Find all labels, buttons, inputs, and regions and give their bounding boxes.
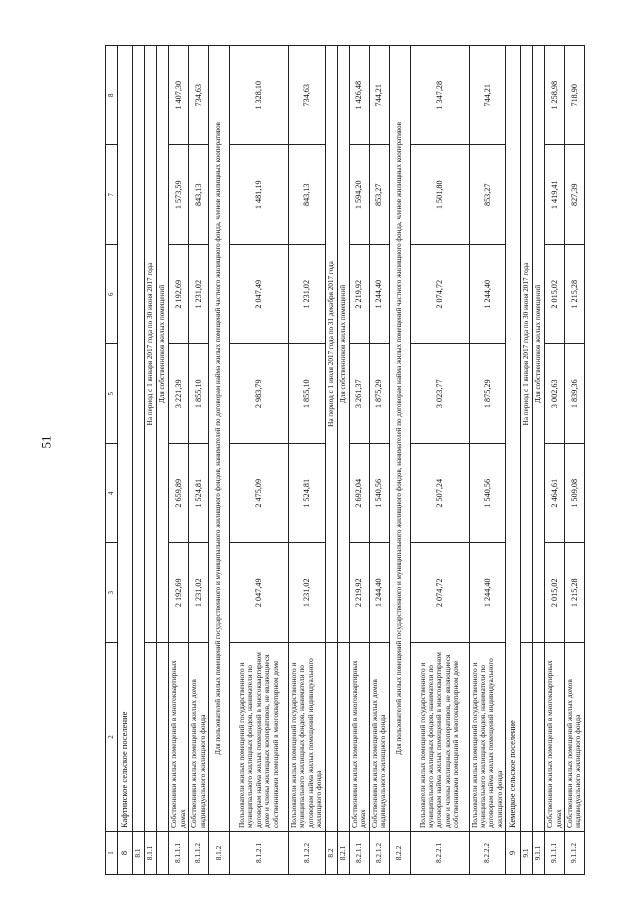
column-header-row	[106, 46, 118, 875]
row-code: 8.2.2.2	[469, 832, 506, 875]
row-label: Пользователи жилых помещений государственного и муниципального жилищных фондов, наниматели по договорам найма жилых помещений в многоквартирном доме и члены жилищных кооперативов, не являющиеся собственниками помещений в многоквартирном доме	[410, 643, 469, 832]
value-cell: 1 509,08	[564, 444, 584, 544]
row-code: 8.2.1.1	[349, 832, 369, 875]
value-cell: 2 015,02	[545, 543, 565, 643]
value-cell: 1 573,59	[169, 145, 189, 245]
row-label: Пользователи жилых помещений государственного и муниципального жилищных фондов, наниматели по договорам найма жилых помещений индивидуального жилищного фонда	[469, 643, 506, 832]
row-label: Собственники жилых помещений жилых домов индивидуального жилищного фонда	[189, 643, 209, 832]
col2-empty	[325, 643, 337, 832]
col2-empty	[521, 643, 533, 832]
row-code: 9.1	[521, 832, 533, 875]
row-code: 9.1.1.1	[545, 832, 565, 875]
period-text: На период с 1 июля 2017 года по 31 декабря 2017 года	[325, 46, 337, 643]
row-code: 8.2.2	[389, 832, 410, 875]
value-cell: 1 231,02	[289, 543, 326, 643]
column-header: 1	[106, 832, 118, 875]
section-row	[118, 46, 133, 875]
value-cell: 1 594,20	[349, 145, 369, 245]
value-cell: 1 328,10	[230, 46, 289, 146]
table-row	[230, 46, 289, 875]
value-cell: 744,21	[469, 46, 506, 146]
column-header: 6	[106, 245, 118, 345]
period-row	[521, 46, 533, 875]
col2-empty	[533, 643, 545, 832]
group-text: Для собственников жилых помещений	[157, 46, 169, 643]
row-code: 8.1.1.2	[189, 832, 209, 875]
value-cell: 3 261,37	[349, 344, 369, 444]
value-cell: 1 244,40	[369, 543, 389, 643]
row-label: Пользователи жилых помещений государственного и муниципального жилищных фондов, наниматели по договорам найма жилых помещений индивидуального жилищного фонда	[289, 643, 326, 832]
value-cell: 843,13	[189, 145, 209, 245]
section-title: Кемецкое сельское поселение	[506, 46, 521, 832]
row-code: 8.1	[133, 832, 145, 875]
section-row	[506, 46, 521, 875]
row-code: 8.1.1.1	[169, 832, 189, 875]
value-cell: 2 219,92	[349, 245, 369, 345]
row-code: 8.2.2.1	[410, 832, 469, 875]
period-row	[145, 46, 157, 875]
value-cell: 1 501,80	[410, 145, 469, 245]
row-code: 8.1.2	[209, 832, 230, 875]
row-code: 8.2	[325, 832, 337, 875]
value-cell: 2 692,04	[349, 444, 369, 544]
group-row	[157, 46, 169, 875]
period-text: На период с 1 января 2017 года по 30 июня 2017 года	[145, 46, 157, 643]
row-code: 8	[118, 832, 133, 875]
value-cell: 2 983,79	[230, 344, 289, 444]
col2-empty	[145, 643, 157, 832]
column-header: 2	[106, 643, 118, 832]
value-cell: 2 074,72	[410, 543, 469, 643]
row-label: Пользователи жилых помещений государственного и муниципального жилищных фондов, наниматели по договорам найма жилых помещений в многоквартирном доме и члены жилищных кооперативов, не являющиеся собственниками помещений в многоквартирном доме	[230, 643, 289, 832]
table-row	[289, 46, 326, 875]
row-label: Собственники жилых помещений жилых домов индивидуального жилищного фонда	[564, 643, 584, 832]
table-row	[169, 46, 189, 875]
value-cell: 1 839,36	[564, 344, 584, 444]
value-cell: 1 231,02	[189, 245, 209, 345]
value-cell: 1 244,40	[369, 245, 389, 345]
value-cell: 843,13	[289, 145, 326, 245]
value-cell: 718,90	[564, 46, 584, 146]
value-cell: 1 407,30	[169, 46, 189, 146]
row-code: 9.1.1.2	[564, 832, 584, 875]
value-cell: 1 231,02	[289, 245, 326, 345]
column-header: 4	[106, 444, 118, 544]
value-cell: 1 855,10	[189, 344, 209, 444]
value-cell: 3 023,77	[410, 344, 469, 444]
value-cell: 3 221,39	[169, 344, 189, 444]
row-label: Собственники жилых помещений жилых домов индивидуального жилищного фонда	[369, 643, 389, 832]
column-header: 5	[106, 344, 118, 444]
value-cell: 734,63	[189, 46, 209, 146]
value-cell: 1 347,28	[410, 46, 469, 146]
value-cell: 1 875,29	[369, 344, 389, 444]
row-code: 8.1.2.2	[289, 832, 326, 875]
value-cell: 1 875,29	[469, 344, 506, 444]
row-code: 8.2.1	[337, 832, 349, 875]
value-cell: 1 244,40	[469, 245, 506, 345]
value-cell: 2 074,72	[410, 245, 469, 345]
value-cell: 1 540,56	[469, 444, 506, 544]
tariff-table	[105, 45, 585, 875]
group-row	[337, 46, 349, 875]
table-row	[564, 46, 584, 875]
group-text: Для собственников жилых помещений	[337, 46, 349, 643]
row-label: Собственники жилых помещений в многоквартирных домах	[545, 643, 565, 832]
group-row	[533, 46, 545, 875]
note-text: Для пользователей жилых помещений государственного и муниципального жилищного фондов, нанимателей по договорам найма жилых помещений частного жилищного фонда, членов жилищных кооперативов	[389, 46, 410, 832]
value-cell: 2 464,61	[545, 444, 565, 544]
value-cell: 1 215,28	[564, 543, 584, 643]
value-cell: 1 426,48	[349, 46, 369, 146]
value-cell: 1 481,19	[230, 145, 289, 245]
period-text: На период с 1 января 2017 года по 30 июня 2017 года	[521, 46, 533, 643]
table-row	[349, 46, 369, 875]
note-text: Для пользователей жилых помещений государственного и муниципального жилищного фондов, нанимателей по договорам найма жилых помещений частного жилищного фонда, членов жилищных кооперативов	[209, 46, 230, 832]
column-header: 8	[106, 46, 118, 146]
value-cell: 1 524,81	[189, 444, 209, 544]
empty-cell	[133, 46, 145, 832]
value-cell: 734,63	[289, 46, 326, 146]
row-code	[157, 832, 169, 875]
row-code: 9.1.1	[533, 832, 545, 875]
value-cell: 3 002,63	[545, 344, 565, 444]
column-header: 7	[106, 145, 118, 245]
value-cell: 1 244,40	[469, 543, 506, 643]
row-code: 8.1.1	[145, 832, 157, 875]
section-title: Кафтинское сельское поселение	[118, 46, 133, 832]
value-cell: 1 215,28	[564, 245, 584, 345]
value-cell: 1 540,56	[369, 444, 389, 544]
value-cell: 1 524,81	[289, 444, 326, 544]
value-cell: 2 475,09	[230, 444, 289, 544]
page-number: 51	[38, 435, 54, 449]
value-cell: 2 659,89	[169, 444, 189, 544]
period-row	[325, 46, 337, 875]
row-label: Собственники жилых помещений в многоквартирных домах	[349, 643, 369, 832]
row-code: 8.2.1.2	[369, 832, 389, 875]
table-row	[189, 46, 209, 875]
value-cell: 2 507,24	[410, 444, 469, 544]
col2-empty	[337, 643, 349, 832]
row-code: 8.1.2.1	[230, 832, 289, 875]
value-cell: 1 231,02	[189, 543, 209, 643]
value-cell: 2 047,49	[230, 245, 289, 345]
subsection-row	[133, 46, 145, 875]
value-cell: 1 258,98	[545, 46, 565, 146]
column-header: 3	[106, 543, 118, 643]
row-code: 9	[506, 832, 521, 875]
rotated-table-page	[105, 45, 583, 875]
col2-empty	[157, 643, 169, 832]
value-cell: 2 047,49	[230, 543, 289, 643]
note-row	[389, 46, 410, 875]
table-row	[545, 46, 565, 875]
value-cell: 827,39	[564, 145, 584, 245]
value-cell: 1 855,10	[289, 344, 326, 444]
value-cell: 2 015,02	[545, 245, 565, 345]
table-row	[410, 46, 469, 875]
value-cell: 2 192,69	[169, 245, 189, 345]
group-text: Для собственников жилых помещений	[533, 46, 545, 643]
value-cell: 2 192,69	[169, 543, 189, 643]
table-row	[369, 46, 389, 875]
value-cell: 2 219,92	[349, 543, 369, 643]
value-cell: 853,27	[469, 145, 506, 245]
value-cell: 853,27	[369, 145, 389, 245]
value-cell: 744,21	[369, 46, 389, 146]
table-row	[469, 46, 506, 875]
row-label: Собственники жилых помещений в многоквартирных домах	[169, 643, 189, 832]
value-cell: 1 419,41	[545, 145, 565, 245]
note-row	[209, 46, 230, 875]
